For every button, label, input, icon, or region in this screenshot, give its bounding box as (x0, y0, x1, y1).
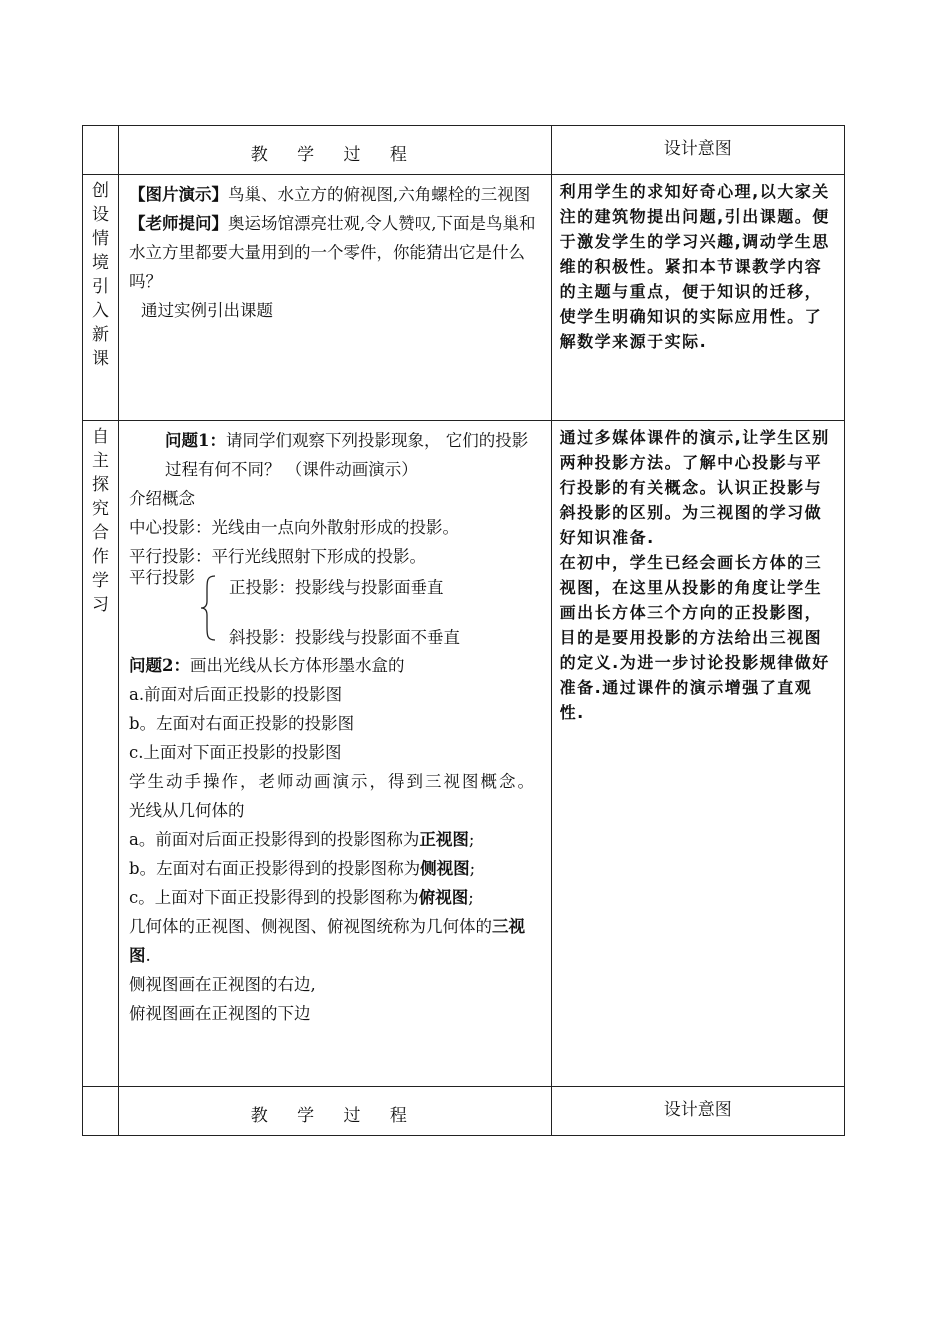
section-intro-row (83, 175, 845, 421)
section-explore-content (119, 421, 552, 1087)
teacher-question-paragraph (129, 209, 542, 296)
section-explore-intent (551, 421, 844, 1087)
header-corner-cell (83, 126, 119, 175)
section-explore-row (83, 421, 845, 1087)
intro-topic-text: 通过实例引出课题 (141, 301, 274, 320)
side-char: 学 (92, 571, 110, 591)
top-view-def-text: c。上面对下面正投影得到的投影图称为 (129, 888, 419, 907)
picture-demo-text: 鸟巢、水立方的俯视图,六角螺栓的三视图 (228, 185, 531, 204)
question-1-paragraph (129, 426, 542, 484)
side-char: 设 (92, 205, 110, 225)
intro-intent-text: 利用学生的求知好奇心理,以大家关注的建筑物提出问题,引出课题。便于激发学生的学习兴趣,调动学生思维的积极性。紧扣本节课教学内容的主题与重点，便于知识的迁移，使学生明确知识的实际应用性。了解数学来源于实际. (559, 182, 830, 351)
teacher-question-text: 奥运场馆漂亮壮观,令人赞叹,下面是鸟巢和水立方里都要大量用到的一个零件，你能猜出它是什么吗？ (129, 214, 536, 291)
question-2-paragraph (129, 651, 542, 680)
question-2-tag: 问题2： (129, 656, 191, 675)
side-char: 主 (92, 451, 110, 471)
side-char: 探 (92, 475, 110, 495)
parallel-projection-def: 平行投影：平行光线照射下形成的投影。 (129, 547, 427, 566)
header-row-top (83, 126, 845, 175)
three-views-term: 三视图 (129, 917, 526, 965)
front-view-end: ; (468, 830, 475, 849)
side-char: 合 (92, 523, 110, 543)
curly-brace-icon (199, 575, 221, 641)
side-char: 引 (92, 277, 110, 297)
intent-header-bottom: 设计意图 (551, 1087, 844, 1136)
side-char: 作 (92, 547, 110, 567)
side-char: 课 (92, 349, 110, 369)
picture-demo-paragraph (129, 180, 542, 209)
section-intro-label (83, 175, 119, 421)
question-2-text: 画出光线从长方体形墨水盒的 (190, 656, 405, 675)
side-char: 新 (92, 325, 110, 345)
side-char: 究 (92, 499, 110, 519)
front-view-term: 正视图 (419, 830, 469, 849)
side-char: 境 (92, 253, 110, 273)
process-header: 教 学 过 程 (119, 126, 552, 175)
explore-intent-text-2: 在初中，学生已经会画长方体的三视图，在这里从投影的角度让学生画出长方体三个方向的正投影图，目的是要用投影的方法给出三视图的定义.为进一步讨论投影规律做好准备.通过课件的演示增强了直观性. (559, 553, 830, 722)
side-view-term: 侧视图 (420, 859, 470, 878)
lesson-plan-table (82, 125, 845, 1136)
oblique-projection-def: 斜投影：投影线与投影面不垂直 (229, 628, 461, 647)
process-header-bottom: 教 学 过 程 (119, 1087, 552, 1136)
summary-end: . (145, 946, 151, 965)
section-intro-intent (551, 175, 844, 421)
section-intro-content (119, 175, 552, 421)
picture-demo-tag: 【图片演示】 (129, 185, 229, 204)
central-projection-def: 中心投影：光线由一点向外散射形成的投影。 (129, 518, 460, 537)
top-view-end: ; (468, 888, 474, 907)
front-view-def-text: a。前面对后面正投影得到的投影图称为 (129, 830, 420, 849)
teacher-question-tag: 【老师提问】 (129, 214, 229, 233)
concept-intro: 介绍概念 (129, 489, 196, 508)
summary-text: 几何体的正视图、侧视图、俯视图统称为几何体的 (129, 917, 493, 936)
orthographic-projection-def: 正投影：投影线与投影面垂直 (229, 578, 444, 597)
top-view-placement: 俯视图画在正视图的下边 (129, 1004, 311, 1023)
projection-classification (129, 568, 542, 651)
side-char: 入 (92, 301, 110, 321)
student-activity: 学生动手操作，老师动画演示，得到三视图概念。 (129, 772, 537, 791)
side-char: 习 (92, 595, 110, 615)
question-2-item-c: c.上面对下面正投影的投影图 (129, 743, 342, 762)
section-explore-label (83, 421, 119, 1087)
question-2-item-b: b。左面对右面正投影的投影图 (129, 714, 355, 733)
three-views-summary (129, 912, 542, 970)
side-view-end: ; (469, 859, 476, 878)
question-1-tag: 问题1： (165, 431, 227, 450)
question-2-item-a: a.前面对后面正投影的投影图 (129, 685, 343, 704)
header-row-bottom (83, 1087, 845, 1136)
top-view-term: 俯视图 (418, 888, 469, 907)
side-char: 情 (92, 229, 110, 249)
intent-header: 设计意图 (551, 126, 844, 175)
explore-intent-text-1: 通过多媒体课件的演示,让学生区别两种投影方法。了解中心投影与平行投影的有关概念。认识正投影与斜投影的区别。为三视图的学习做好知识准备. (559, 428, 830, 547)
light-from-solid: 光线从几何体的 (129, 801, 245, 820)
side-view-placement: 侧视图画在正视图的右边, (129, 975, 316, 994)
side-view-def (129, 854, 542, 883)
header-corner-cell-bottom (83, 1087, 119, 1136)
side-char: 自 (92, 427, 110, 447)
side-view-def-text: b。左面对右面正投影得到的投影图称为 (129, 859, 421, 878)
brace-label: 平行投影 (129, 568, 196, 587)
side-char: 创 (92, 181, 110, 201)
top-view-def (129, 883, 542, 912)
question-1-text: 请同学们观察下列投影现象， 它们的投影过程有何不同？ （课件动画演示） (165, 431, 529, 479)
front-view-def (129, 825, 542, 854)
